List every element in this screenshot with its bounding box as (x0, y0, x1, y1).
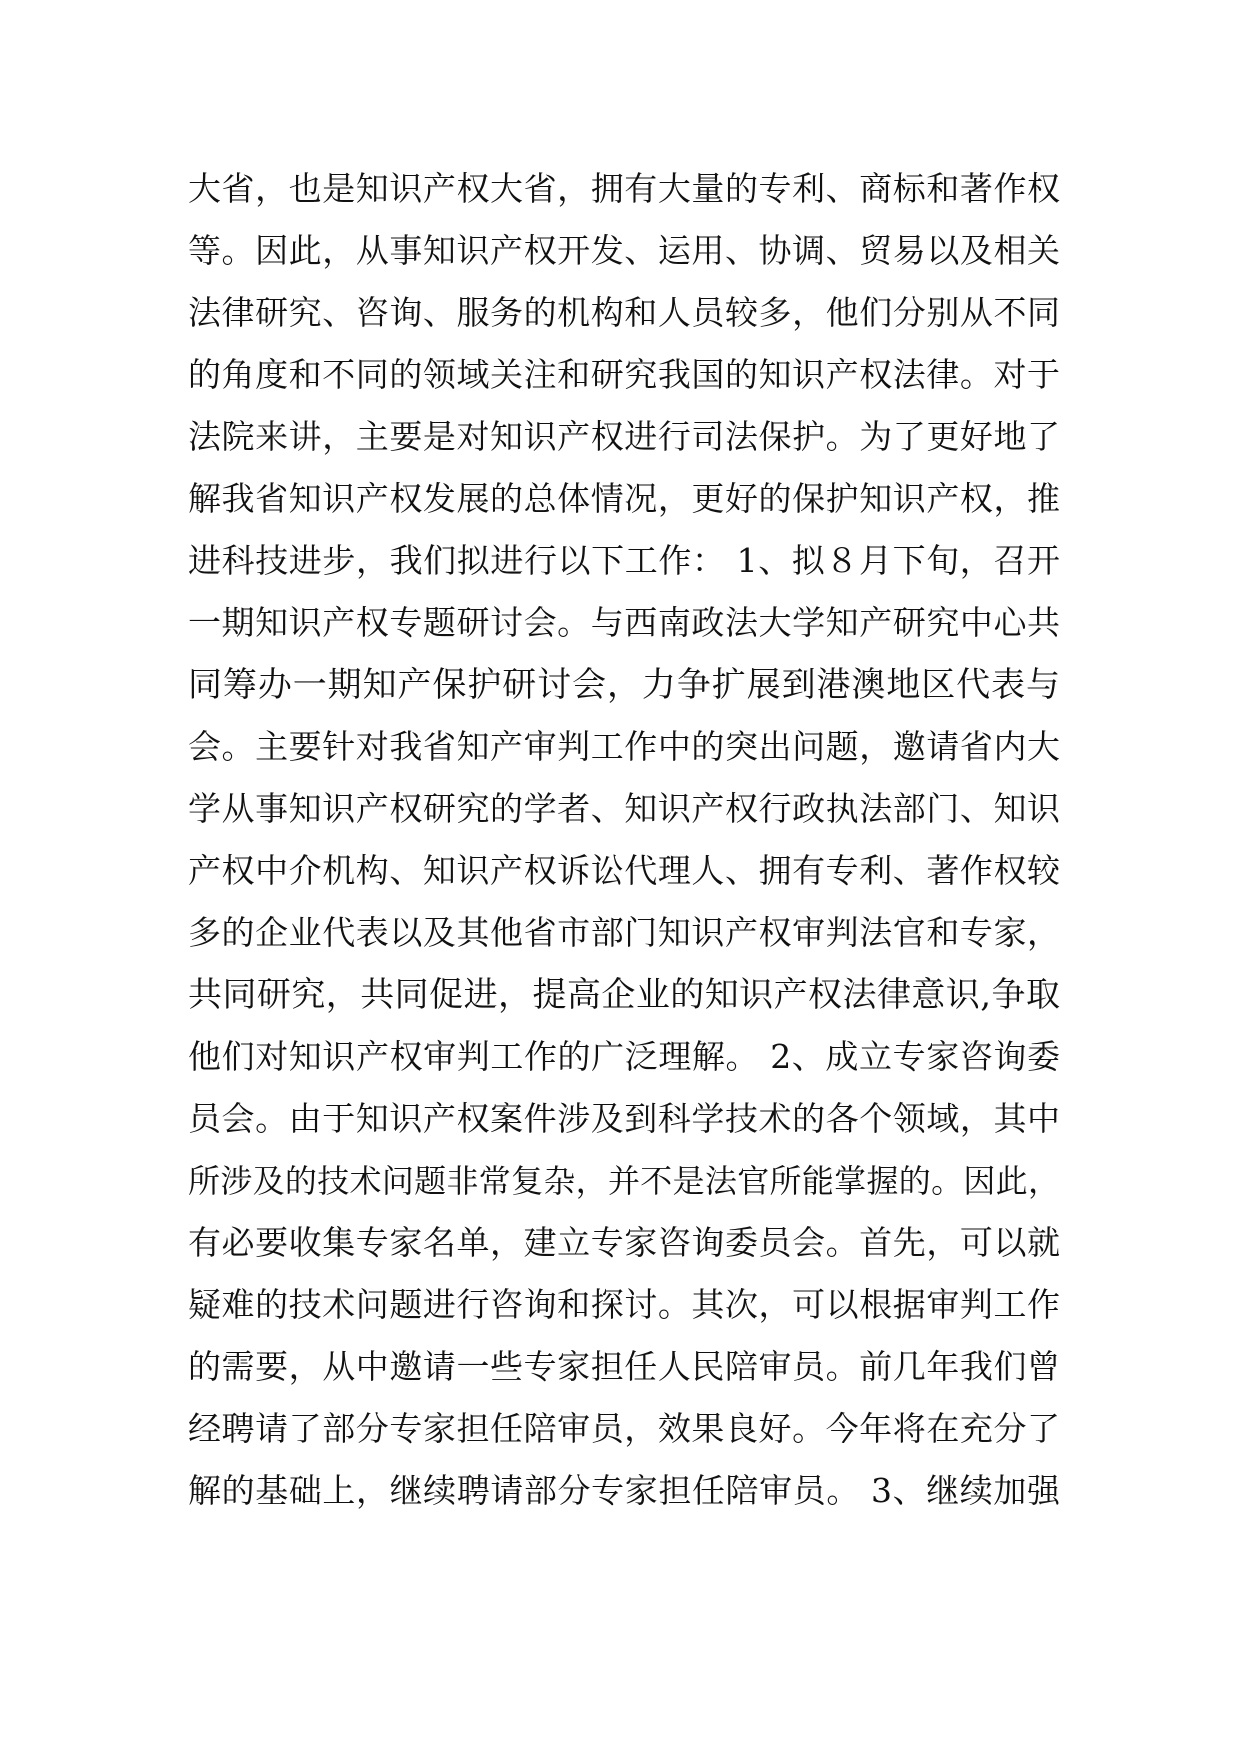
text-line: 疑难的技术问题进行咨询和探讨。其次，可以根据审判工作 (188, 1285, 1060, 1324)
text-line: 有必要收集专家名单，建立专家咨询委员会。首先，可以就 (188, 1223, 1060, 1262)
text-line: 大省，也是知识产权大省，拥有大量的专利、商标和著作权 (188, 169, 1060, 208)
text-line: 所涉及的技术问题非常复杂，并不是法官所能掌握的。因此， (188, 1162, 1060, 1200)
text-line: 学从事知识产权研究的学者、知识产权行政执法部门、知识 (188, 789, 1060, 828)
text-line: 共同研究，共同促进，提高企业的知识产权法律意识,争取 (188, 975, 1060, 1015)
text-line: 产权中介机构、知识产权诉讼代理人、拥有专利、著作权较 (188, 851, 1060, 890)
text-line: 的角度和不同的领域关注和研究我国的知识产权法律。对于 (188, 355, 1060, 394)
text-line: 解我省知识产权发展的总体情况，更好的保护知识产权，推 (188, 479, 1060, 518)
text-line: 法院来讲，主要是对知识产权进行司法保护。为了更好地了 (188, 417, 1060, 456)
text-line: 多的企业代表以及其他省市部门知识产权审判法官和专家， (188, 913, 1060, 952)
text-line: 进科技进步，我们拟进行以下工作： 1、拟８月下旬，召开 (188, 541, 1060, 580)
text-line: 等。因此，从事知识产权开发、运用、协调、贸易以及相关 (188, 231, 1060, 270)
body-text (188, 158, 1060, 1522)
text-line: 员会。由于知识产权案件涉及到科学技术的各个领域，其中 (188, 1099, 1060, 1138)
text-line: 会。主要针对我省知产审判工作中的突出问题，邀请省内大 (188, 727, 1060, 766)
text-line: 法律研究、咨询、服务的机构和人员较多，他们分别从不同 (188, 293, 1060, 332)
text-line: 解的基础上，继续聘请部分专家担任陪审员。 3、继续加强 (188, 1471, 1060, 1510)
text-line: 同筹办一期知产保护研讨会，力争扩展到港澳地区代表与 (188, 665, 1060, 705)
text-line: 经聘请了部分专家担任陪审员，效果良好。今年将在充分了 (188, 1409, 1060, 1448)
text-line: 一期知识产权专题研讨会。与西南政法大学知产研究中心共 (188, 603, 1060, 642)
text-line: 的需要，从中邀请一些专家担任人民陪审员。前几年我们曾 (188, 1347, 1060, 1386)
text-line: 他们对知识产权审判工作的广泛理解。 2、成立专家咨询委 (188, 1037, 1060, 1076)
